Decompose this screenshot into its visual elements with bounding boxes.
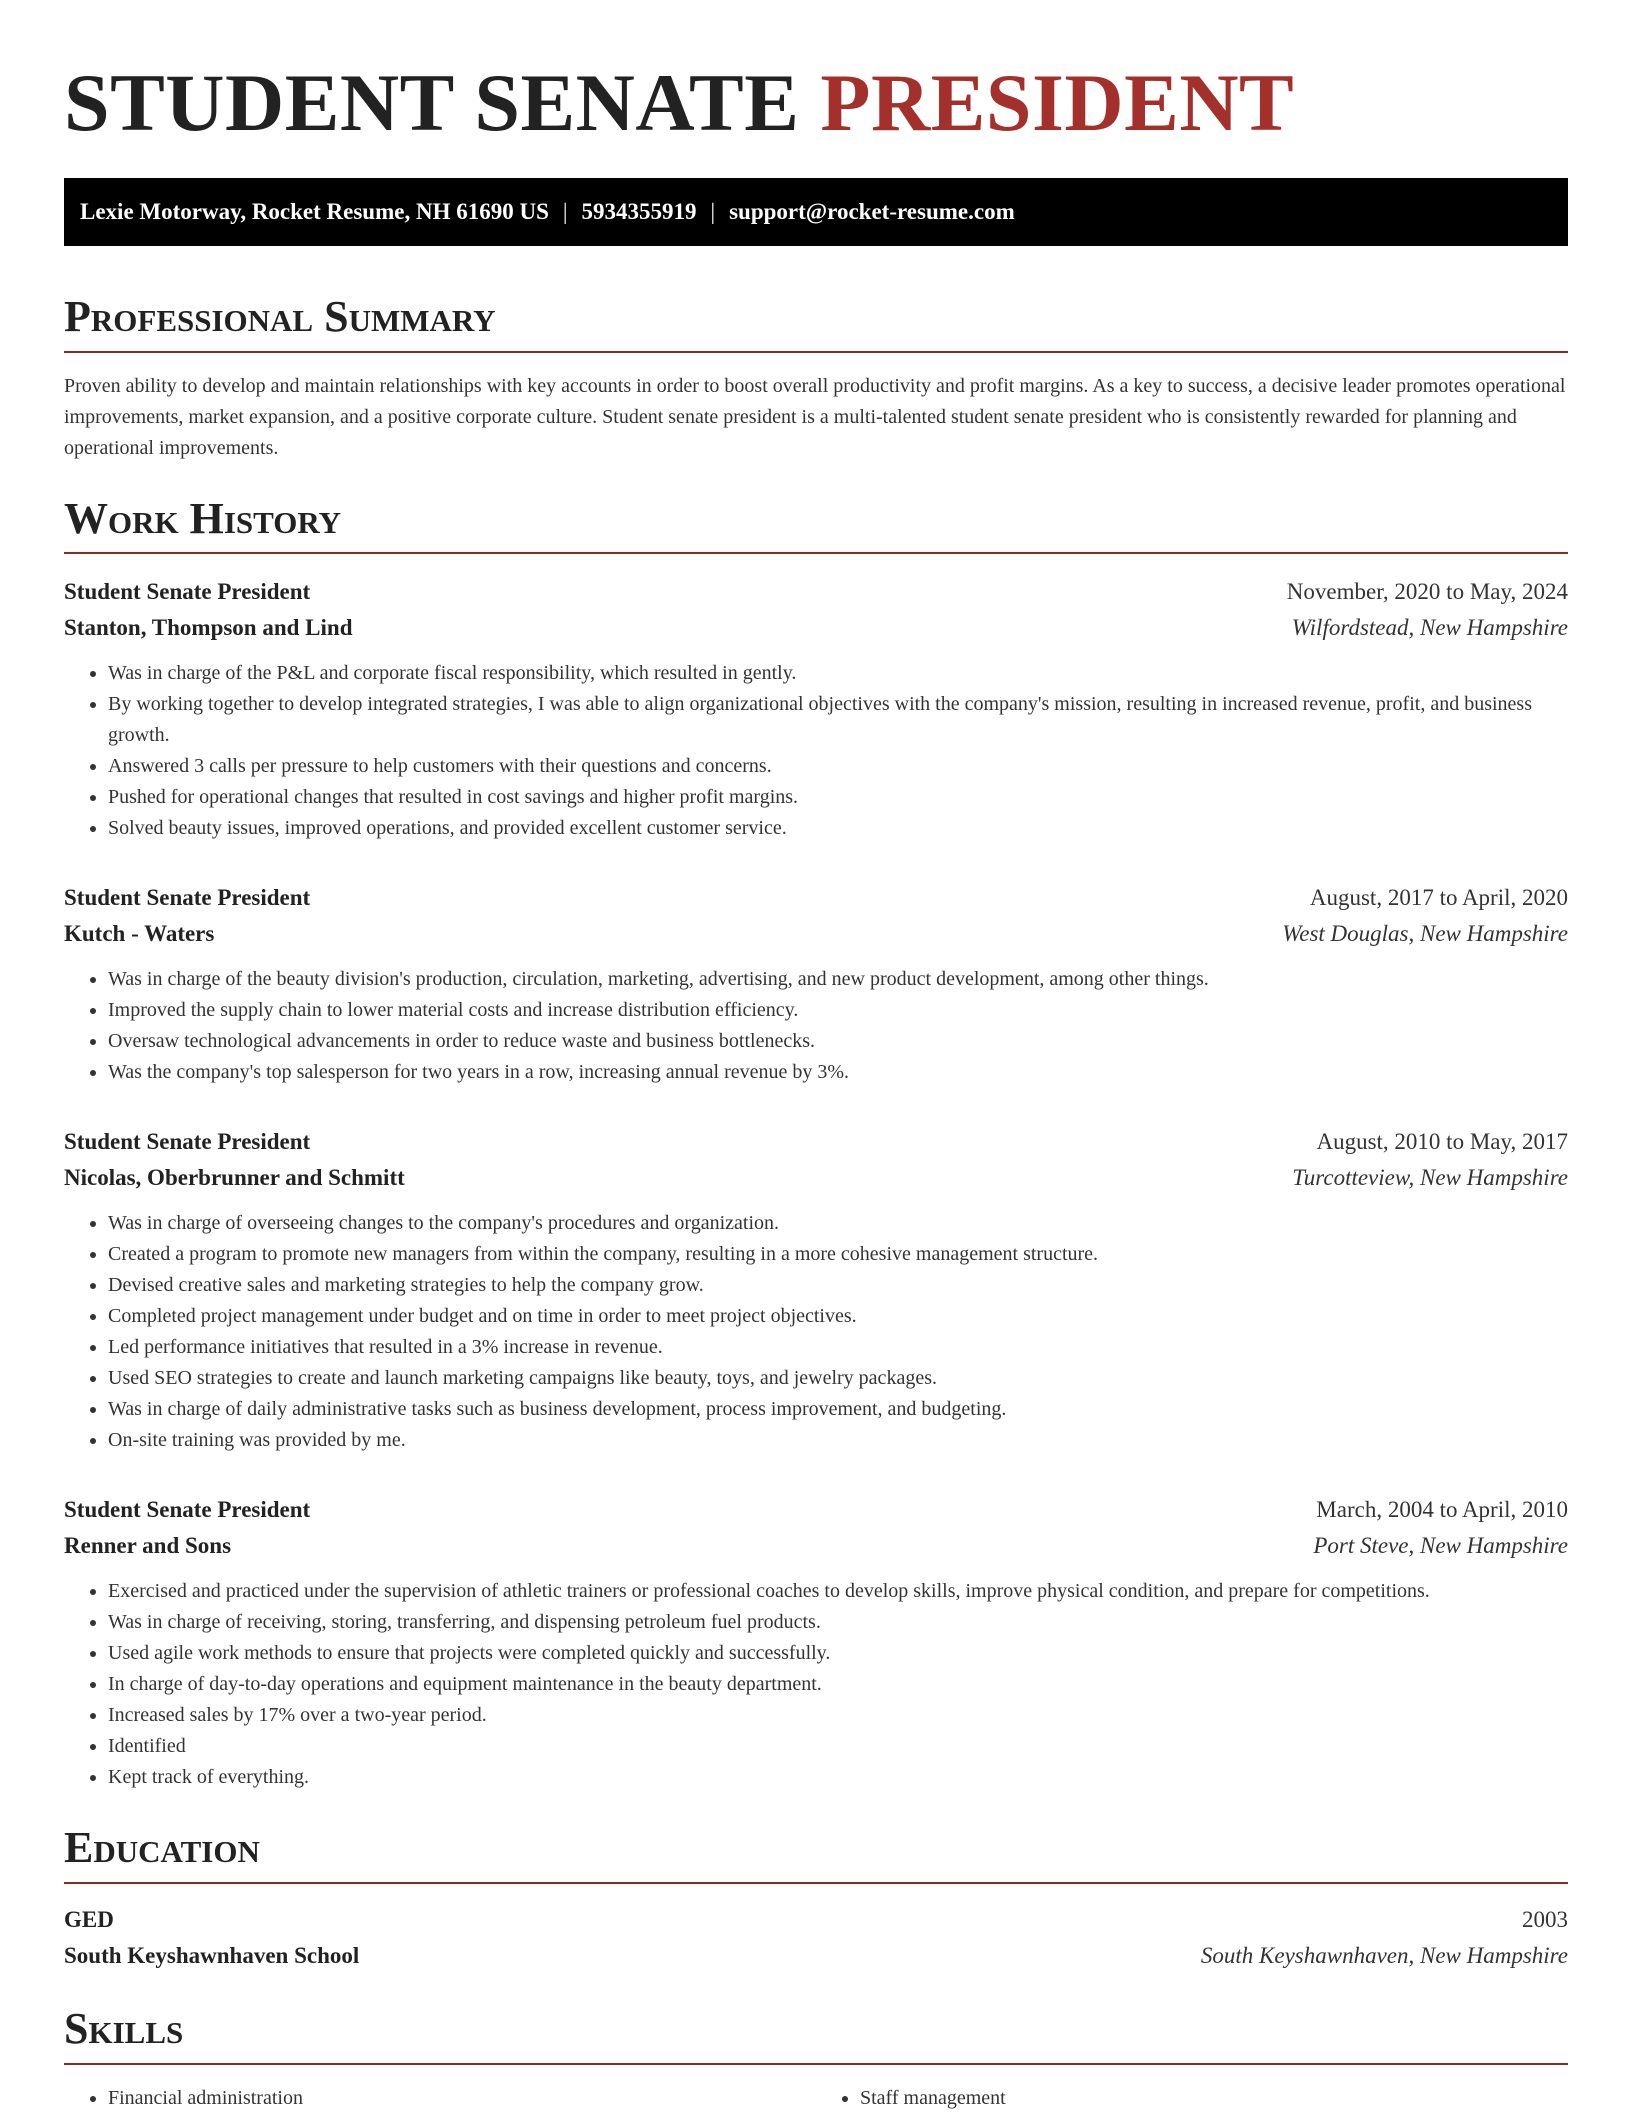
job-bullets: [64, 1576, 1568, 1793]
job-entry: [64, 1492, 1568, 1793]
contact-address: Lexie Motorway, Rocket Resume, NH 61690 US: [80, 199, 549, 225]
job-list: [64, 574, 1568, 1793]
job-bullet: • Created a program to promote new managers from within the company, resulting in a more cohesive management structure.: [108, 1239, 1568, 1270]
job-entry: [64, 880, 1568, 1088]
job-dates: March, 2004 to April, 2010: [1316, 1497, 1568, 1523]
job-row-bottom: [64, 1160, 1568, 1196]
contact-separator: |: [562, 199, 568, 225]
job-row-bottom: [64, 610, 1568, 646]
job-location: Port Steve, New Hampshire: [1313, 1533, 1568, 1559]
education-entry: [64, 1902, 1568, 1974]
job-title: Student Senate President: [64, 1129, 311, 1155]
job-location: Turcotteview, New Hampshire: [1292, 1165, 1568, 1191]
job-bullet: • Was in charge of overseeing changes to the company's procedures and organization.: [108, 1208, 1568, 1239]
job-bullet: • Completed project management under budget and on time in order to meet project objectives.: [108, 1301, 1568, 1332]
job-location: Wilfordstead, New Hampshire: [1291, 615, 1568, 641]
contact-email[interactable]: support@rocket-resume.com: [729, 199, 1015, 225]
title-accent: PRESIDENT: [820, 57, 1295, 148]
job-bullet: • In charge of day-to-day operations and equipment maintenance in the beauty department.: [108, 1669, 1568, 1700]
job-bullet: • Solved beauty issues, improved operations, and provided excellent customer service.: [108, 813, 1568, 844]
skills-columns: [64, 2083, 1568, 2114]
job-bullet: • Was in charge of daily administrative tasks such as business development, process improvement, and budgeting.: [108, 1394, 1568, 1425]
work-history-section: [64, 494, 1568, 1794]
job-bullets: [64, 964, 1568, 1088]
job-bullet: • Answered 3 calls per pressure to help customers with their questions and concerns.: [108, 751, 1568, 782]
education-year: 2003: [1522, 1907, 1568, 1933]
education-location: South Keyshawnhaven, New Hampshire: [1200, 1943, 1568, 1969]
job-row-top: [64, 880, 1568, 916]
contact-bar: [64, 178, 1568, 246]
summary-text: Proven ability to develop and maintain relationships with key accounts in order to boost overall productivity and profit margins. As a key to success, a decisive leader promotes operational improvements, market expansion, and a positive corporate culture. Student senate president is a multi-talented student senate president who is consistently rewarded for planning and operational improvements.: [64, 374, 1566, 459]
education-section: [64, 1823, 1568, 1974]
job-bullet: • Exercised and practiced under the supervision of athletic trainers or professional coaches to develop skills, improve physical condition, and prepare for competitions.: [108, 1576, 1568, 1607]
job-row-bottom: [64, 916, 1568, 952]
job-bullet: • Oversaw technological advancements in order to reduce waste and business bottlenecks.: [108, 1026, 1568, 1057]
job-company: Renner and Sons: [64, 1533, 232, 1559]
skills-column-right: [816, 2083, 1568, 2114]
job-dates: August, 2010 to May, 2017: [1316, 1129, 1568, 1155]
job-title: Student Senate President: [64, 1497, 311, 1523]
skills-section: [64, 2004, 1568, 2114]
job-bullet: • Was in charge of the beauty division's production, circulation, marketing, advertising, and new product development, among other things.: [108, 964, 1568, 995]
education-school: South Keyshawnhaven School: [64, 1943, 360, 1969]
work-history-heading: Work History: [64, 494, 1568, 555]
job-bullet: • Identified: [108, 1731, 1568, 1762]
job-bullet: • Increased sales by 17% over a two-year period.: [108, 1700, 1568, 1731]
job-bullets: [64, 1208, 1568, 1456]
job-bullet: • On-site training was provided by me.: [108, 1425, 1568, 1456]
job-bullets: [64, 658, 1568, 844]
skill-item: • Staff management: [860, 2083, 1568, 2114]
education-degree: GED: [64, 1907, 114, 1933]
job-company: Kutch - Waters: [64, 921, 215, 947]
summary-section: [64, 292, 1568, 464]
job-bullet: • Was in charge of receiving, storing, transferring, and dispensing petroleum fuel products.: [108, 1607, 1568, 1638]
job-bullet: • Devised creative sales and marketing strategies to help the company grow.: [108, 1270, 1568, 1301]
job-bullet: • Was in charge of the P&L and corporate fiscal responsibility, which resulted in gently.: [108, 658, 1568, 689]
education-row-bottom: [64, 1938, 1568, 1974]
education-row-top: [64, 1902, 1568, 1938]
job-bullet: • Used SEO strategies to create and launch marketing campaigns like beauty, toys, and jewelry packages.: [108, 1363, 1568, 1394]
job-title: Student Senate President: [64, 885, 311, 911]
job-bullet: • By working together to develop integrated strategies, I was able to align organizational objectives with the company's mission, resulting in increased revenue, profit, and business growth.: [108, 689, 1568, 751]
job-bullet: • Was the company's top salesperson for two years in a row, increasing annual revenue by 3%.: [108, 1057, 1568, 1088]
job-row-bottom: [64, 1528, 1568, 1564]
contact-phone[interactable]: 5934355919: [581, 199, 697, 225]
job-title: Student Senate President: [64, 579, 311, 605]
job-row-top: [64, 574, 1568, 610]
job-bullet: • Led performance initiatives that resulted in a 3% increase in revenue.: [108, 1332, 1568, 1363]
job-location: West Douglas, New Hampshire: [1282, 921, 1568, 947]
job-bullet: • Improved the supply chain to lower material costs and increase distribution efficiency.: [108, 995, 1568, 1026]
job-entry: [64, 574, 1568, 844]
job-bullet: • Used agile work methods to ensure that projects were completed quickly and successfully.: [108, 1638, 1568, 1669]
skill-item: • Financial administration: [108, 2083, 816, 2114]
job-row-top: [64, 1124, 1568, 1160]
job-row-top: [64, 1492, 1568, 1528]
skills-heading: Skills: [64, 2004, 1568, 2065]
job-entry: [64, 1124, 1568, 1456]
job-dates: August, 2017 to April, 2020: [1309, 885, 1568, 911]
title-main: STUDENT SENATE: [64, 57, 800, 148]
job-bullet: • Pushed for operational changes that resulted in cost savings and higher profit margins.: [108, 782, 1568, 813]
education-heading: Education: [64, 1823, 1568, 1884]
job-company: Stanton, Thompson and Lind: [64, 615, 353, 641]
job-bullet: • Kept track of everything.: [108, 1762, 1568, 1793]
summary-heading: Professional Summary: [64, 292, 1568, 353]
skills-column-left: [64, 2083, 816, 2114]
resume-title: [64, 0, 1568, 150]
contact-separator: |: [710, 199, 716, 225]
job-company: Nicolas, Oberbrunner and Schmitt: [64, 1165, 405, 1191]
job-dates: November, 2020 to May, 2024: [1286, 579, 1568, 605]
